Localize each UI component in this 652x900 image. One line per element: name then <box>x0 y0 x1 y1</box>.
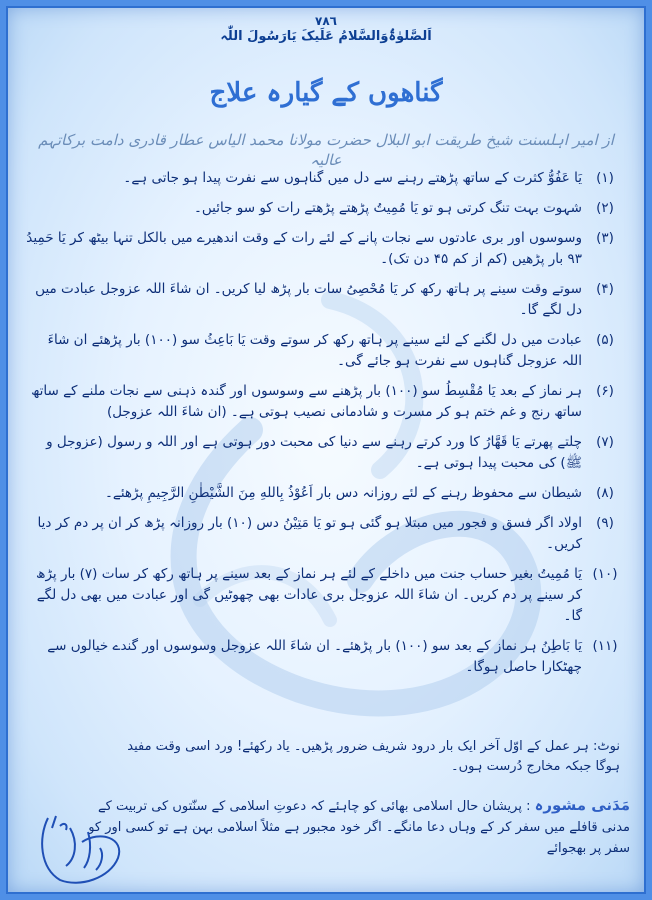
item-text: شہوت بہت تنگ کرتی ہو تو یَا مُمِیتُ پڑھتے پڑھتے رات کو سو جائیں۔ <box>193 200 582 216</box>
item-number: (۴) <box>596 281 614 297</box>
item-text: یَا بَاطِنُ ہر نماز کے بعد سو (۱۰۰) بار پڑھئے۔ ان شاءَ اللہ عزوجل وسوسوں اور گندے خیالوں سے چھٹکارا حاصل ہوگا۔ <box>47 638 582 675</box>
list-item <box>24 228 628 270</box>
item-text: شیطان سے محفوظ رہنے کے لئے روزانہ دس بار اَعُوْذُ بِاللهِ مِنَ الشَّيْطٰنِ الرَّجِيمِ پڑھئے۔ <box>105 485 582 501</box>
page-title: گناھوں کے گیارہ علاج <box>209 78 443 108</box>
list-item <box>24 636 628 678</box>
item-text: سوتے وقت سینے پر ہاتھ رکھ کر یَا مُحْصِیُ سات بار پڑھ لیا کریں۔ ان شاءَ اللہ عزوجل عبادت میں دل لگے گا۔ <box>35 281 582 318</box>
item-number: (۵) <box>596 332 614 348</box>
item-number: (۹) <box>596 515 614 531</box>
madani-advice <box>70 795 630 859</box>
list-item <box>24 168 628 189</box>
item-text: یَا مُمِیتُ بغیر حساب جنت میں داخلے کے لئے ہر نماز کے بعد سینے پر ہاتھ رکھ کر سات (۷) بار پڑھ کر سینے پر دم کریں۔ ان شاءَ اللہ عزوجل بری عادات بھی چھوٹیں گی اور عبادت میں بھی دل لگے گا۔ <box>36 566 582 624</box>
item-number: (۲) <box>596 200 614 216</box>
item-text: وسوسوں اور بری عادتوں سے نجات پانے کے لئے رات کے وقت اندھیرے میں بالکل تنہا بیٹھ کر یَا حَمِیدُ ۹۳ بار پڑھیں (کم از کم ۴۵ دن تک)۔ <box>26 230 582 267</box>
salat-line: اَلصَّلوٰۃُوَالسَّلامُ عَلَیکَ یَارَسُولَ اللّٰہ <box>220 29 432 44</box>
list-item <box>24 330 628 372</box>
bismillah-number: ٧٨٦ <box>315 14 337 28</box>
advice-label: مَدَنی مشورہ <box>534 796 630 814</box>
author-line: از امیر اہلسنت شیخ طریقت ابو البلال حضرت مولانا محمد الیاس عطار قادری دامت برکاتہم عالیہ <box>38 131 614 169</box>
item-text: اولاد اگر فسق و فجور میں مبتلا ہو گئی ہو تو یَا مَتِیْنُ دس (۱۰) بار روزانہ پڑھ کر ان پر دم کر دیا کریں۔ <box>37 515 582 552</box>
list-item <box>24 279 628 321</box>
list-item <box>24 513 628 555</box>
signature-seal <box>30 808 130 888</box>
item-number: (۱) <box>596 170 614 186</box>
list-item <box>24 564 628 627</box>
item-text: چلتے پھرتے یَا قَهَّارُ کا ورد کرتے رہنے سے دنیا کی محبت دور ہوتی ہے اور اللہ و رسول (عزوجل و ﷺ) کی محبت پیدا ہوتی ہے۔ <box>46 434 582 471</box>
item-number: (۸) <box>596 485 614 501</box>
list-item <box>24 432 628 474</box>
note-text: نوٹ: ہر عمل کے اوّل آخر ایک بار درود شریف ضرور پڑھیں۔ یاد رکھئے! ورد اسی وقت مفید ہوگا جبکہ مخارج دُرست ہوں۔ <box>127 739 620 774</box>
header <box>0 14 652 46</box>
item-number: (۷) <box>596 434 614 450</box>
list-item <box>24 198 628 219</box>
list-item <box>24 483 628 504</box>
list-item <box>24 381 628 423</box>
item-text: ہر نماز کے بعد یَا مُقْسِطُ سو (۱۰۰) بار پڑھنے سے وسوسوں اور گندہ ذہنی سے نجات ملنے کے ساتھ ساتھ رنج و غم ختم ہو کر مسرت و شادمانی نصیب ہوتی ہے۔ (ان شاءَ اللہ عزوجل) <box>31 383 582 420</box>
item-number: (۱۱) <box>592 638 618 654</box>
item-number: (۳) <box>596 230 614 246</box>
item-number: (۶) <box>596 383 614 399</box>
advice-text: : پریشان حال اسلامی بھائی کو چاہئے کہ دعوتِ اسلامی کے سنّتوں کی تربیت کے مدنی قافلے میں سفر کر کے وہاں دعا مانگے۔ اگر خود مجبور ہے مثلاً اسلامی بہن ہے تو کسی اور کو سفر پر بھجوائے <box>88 799 630 856</box>
item-number: (۱۰) <box>592 566 618 582</box>
item-text: عبادت میں دل لگنے کے لئے سینے پر ہاتھ رکھ کر سوتے وقت یَا بَاعِثُ سو (۱۰۰) بار پڑھئے ان شاءَ اللہ عزوجل گناہوں سے نفرت ہو جائے گی۔ <box>47 332 582 369</box>
item-text: یَا عَفُوُّ کثرت کے ساتھ پڑھتے رہنے سے دل میں گناہوں سے نفرت پیدا ہو جاتی ہے۔ <box>123 170 582 186</box>
remedy-list <box>24 168 628 687</box>
